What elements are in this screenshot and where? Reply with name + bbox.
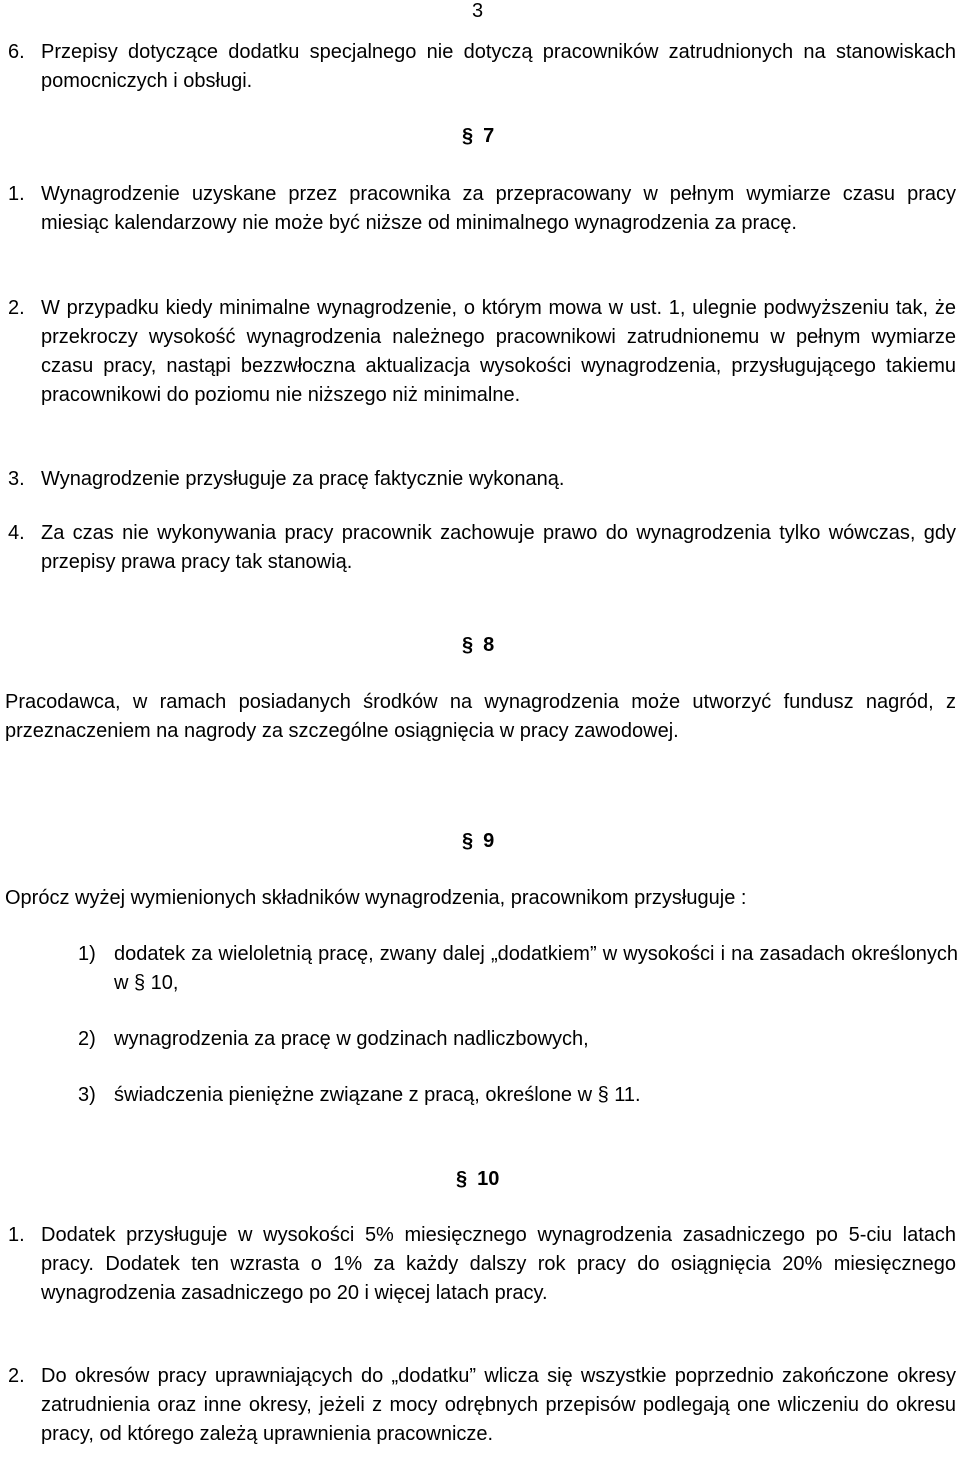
item-number: 4. — [8, 522, 25, 544]
item-text: Przepisy dotyczące dodatku specjalnego nie dotyczą pracowników zatrudnionych na stanowiskach pomocniczych i obsługi. — [41, 41, 956, 92]
item-number: 2. — [8, 297, 25, 319]
list-item — [78, 1025, 958, 1054]
section-symbol: § — [462, 125, 474, 147]
page-number: 3 — [472, 0, 484, 22]
item-text: Za czas nie wykonywania pracy pracownik zachowuje prawo do wynagrodzenia tylko wówczas, gdy przepisy prawa pracy tak stanowią. — [41, 522, 956, 573]
section-number: 9 — [483, 830, 495, 852]
paragraph-item — [8, 1362, 956, 1449]
item-text: Wynagrodzenie uzyskane przez pracownika za przepracowany w pełnym wymiarze czasu pracy miesiąc kalendarzowy nie może być niższe od minimalnego wynagrodzenia za pracę. — [41, 183, 956, 234]
section-symbol: § — [456, 1168, 468, 1190]
item-number: 1. — [8, 1224, 25, 1246]
section-symbol: § — [462, 830, 474, 852]
list-item-number: 3) — [78, 1084, 96, 1106]
list-item-text: dodatek za wieloletnią pracę, zwany dalej „dodatkiem” w wysokości i na zasadach określonych w § 10, — [114, 943, 958, 994]
section-heading-7 — [462, 125, 494, 148]
list-item-text: świadczenia pieniężne związane z pracą, określone w § 11. — [114, 1084, 641, 1106]
paragraph-item — [8, 294, 956, 410]
item-number: 6. — [8, 41, 25, 63]
list-item — [78, 940, 958, 998]
section-8-paragraph: Pracodawca, w ramach posiadanych środków na wynagrodzenia może utworzyć fundusz nagród, z przeznaczeniem na nagrody za szczególne osiągnięcia w pracy zawodowej. — [5, 691, 956, 742]
item-number: 1. — [8, 183, 25, 205]
section-number: 10 — [477, 1168, 500, 1190]
paragraph-item — [8, 519, 956, 577]
item-text: W przypadku kiedy minimalne wynagrodzenie, o którym mowa w ust. 1, ulegnie podwyższeniu tak, że przekroczy wysokość wynagrodzenia należnego pracownikowi zatrudnionemu w pełnym wymiarze czasu pracy, nastąpi bezzwłoczna aktualizacja wysokości wynagrodzenia, przysługującego takiemu pracownikowi do poziomu nie niższego niż minimalne. — [41, 297, 956, 406]
section-symbol: § — [462, 634, 474, 656]
list-item — [78, 1081, 958, 1110]
section-heading-10 — [456, 1168, 499, 1191]
paragraph-item — [8, 38, 956, 96]
list-item-number: 2) — [78, 1028, 96, 1050]
item-number: 2. — [8, 1365, 25, 1387]
item-text: Wynagrodzenie przysługuje za pracę faktycznie wykonaną. — [41, 468, 565, 490]
section-number: 7 — [483, 125, 495, 147]
item-text: Do okresów pracy uprawniających do „dodatku” wlicza się wszystkie poprzednio zakończone okresy zatrudnienia oraz inne okresy, jeżeli z mocy odrębnych przepisów podlegają one wliczeniu do okresu pracy, od którego zależą uprawnienia pracownicze. — [41, 1365, 956, 1445]
list-item-text: wynagrodzenia za pracę w godzinach nadliczbowych, — [114, 1028, 589, 1050]
list-item-number: 1) — [78, 943, 96, 965]
paragraph-item — [8, 180, 956, 238]
section-heading-9 — [462, 830, 494, 853]
section-heading-8 — [462, 634, 494, 657]
section-number: 8 — [483, 634, 495, 656]
item-text: Dodatek przysługuje w wysokości 5% miesięcznego wynagrodzenia zasadniczego po 5-ciu latach pracy. Dodatek ten wzrasta o 1% za każdy dalszy rok pracy do osiągnięcia 20% miesięcznego wynagrodzenia zasadniczego po 20 i więcej latach pracy. — [41, 1224, 956, 1304]
paragraph-item — [8, 1221, 956, 1308]
item-number: 3. — [8, 468, 25, 490]
paragraph-item — [8, 465, 956, 494]
section-9-intro: Oprócz wyżej wymienionych składników wynagrodzenia, pracownikom przysługuje : — [5, 887, 747, 909]
